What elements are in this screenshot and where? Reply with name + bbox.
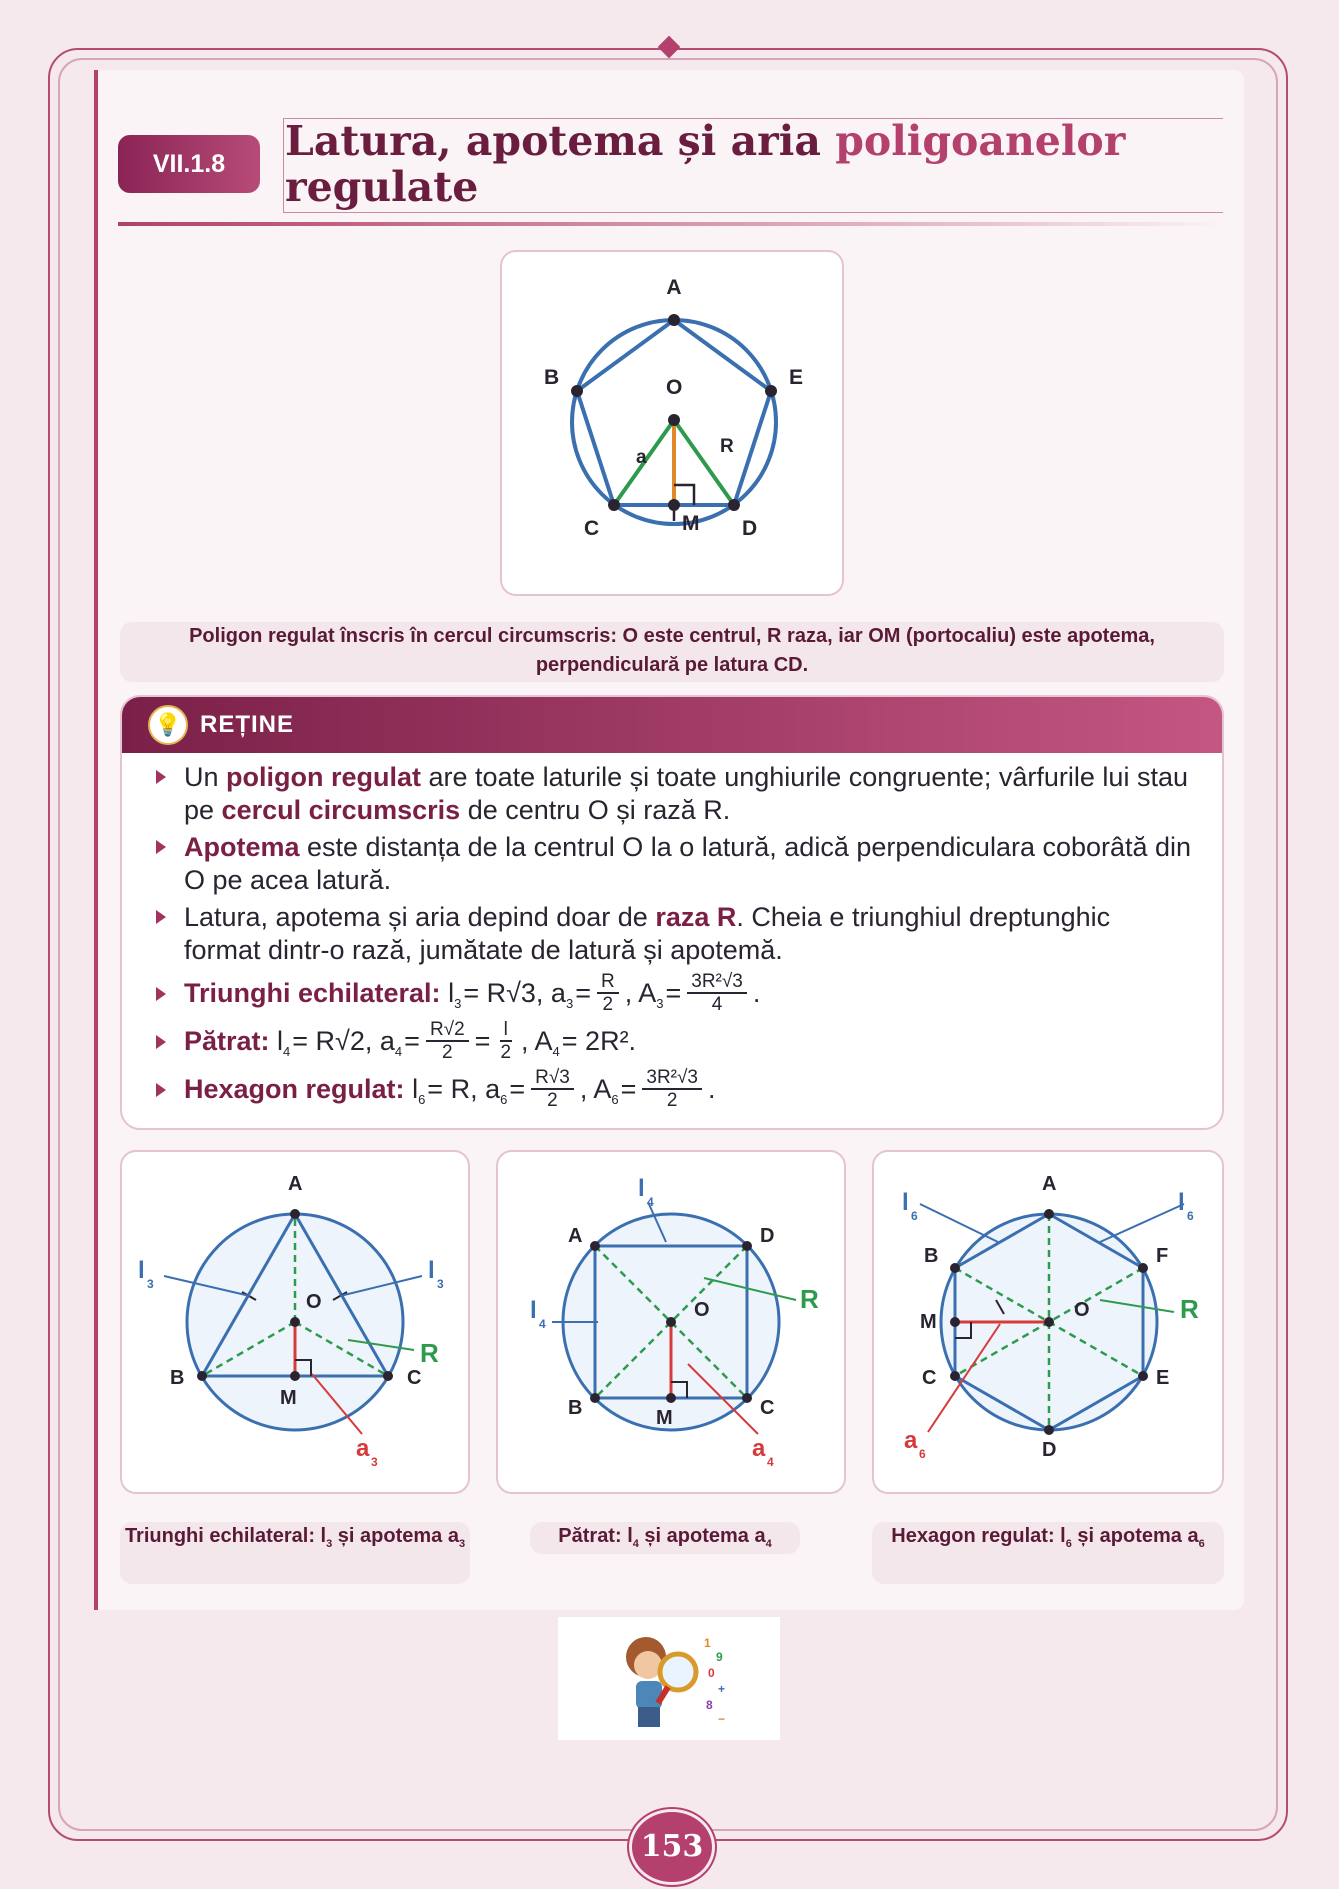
hex-label-C: C	[922, 1367, 937, 1389]
tri-label-l-right-sub: 3	[437, 1277, 444, 1291]
sq-label-a: a	[752, 1435, 766, 1462]
svg-text:9: 9	[716, 1650, 723, 1664]
hexagon-diagram	[874, 1152, 1222, 1492]
sq-label-D: D	[760, 1225, 775, 1247]
svg-text:−: −	[718, 1712, 726, 1726]
label-a: a	[636, 447, 647, 468]
sq-label-l-left-sub: 4	[539, 1317, 546, 1331]
svg-text:0: 0	[708, 1666, 715, 1680]
square-diagram	[498, 1152, 844, 1492]
triangle-figure-card	[120, 1150, 470, 1494]
pentagon-caption: Poligon regulat înscris în cercul circumscris: O este centrul, R raza, iar OM (portocaliu) este apotema, perpendiculară pe latura CD.	[120, 622, 1224, 682]
hex-label-A: A	[1042, 1173, 1057, 1195]
label-A: A	[666, 276, 682, 299]
hex-label-D: D	[1042, 1439, 1057, 1461]
svg-text:1: 1	[704, 1636, 711, 1650]
hex-label-R: R	[1180, 1294, 1199, 1324]
label-B: B	[544, 366, 560, 389]
tri-label-B: B	[170, 1367, 185, 1389]
tri-label-A: A	[288, 1173, 303, 1195]
hex-label-l-left-sub: 6	[911, 1209, 918, 1223]
tri-label-a-sub: 3	[371, 1455, 378, 1469]
hex-label-E: E	[1156, 1367, 1170, 1389]
sq-label-C: C	[760, 1397, 775, 1419]
hexagon-figure-card	[872, 1150, 1224, 1494]
tri-label-a: a	[356, 1435, 370, 1462]
hex-label-F: F	[1156, 1245, 1169, 1267]
retine-box	[120, 695, 1224, 1130]
title-underline	[118, 222, 1223, 226]
sq-label-O: O	[694, 1299, 710, 1321]
sq-label-B: B	[568, 1397, 583, 1419]
lightbulb-icon: 💡	[148, 705, 188, 745]
retine-list	[152, 761, 1192, 1115]
retine-item-hexagon: Hexagon regulat: l 6 = R, a 6 = $\frac{R√3}{2}$ , A 6 = $\frac{\text{3R²√3}}{2}$ .	[152, 1067, 1192, 1111]
sq-label-l-top: l	[638, 1175, 645, 1202]
tri-label-l-sub: 3	[147, 1277, 154, 1291]
tri-label-l: l	[138, 1257, 145, 1284]
retine-item-2: Apotema este distanța de la centrul O la o latură, adică perpendiculara coborâtă din O pe acea latură.	[152, 831, 1192, 897]
tri-label-R: R	[420, 1338, 439, 1368]
square-caption: Pătrat: $l_4$ și apotema $a_4$	[530, 1522, 800, 1554]
hex-label-a: a	[904, 1427, 918, 1454]
hexagon-caption: Hexagon regulat: $l_6$ și apotema $a_6$	[872, 1522, 1224, 1584]
sq-label-l-left: l	[530, 1297, 537, 1324]
sq-label-R: R	[800, 1284, 819, 1314]
retine-title: REȚINE	[200, 711, 295, 738]
label-R: R	[720, 436, 734, 457]
retine-item-triangle: Triunghi echilateral: l 3 = R√3 , a 3 = $\frac{R}{2}$ , A 3 = $\frac{\text{3R²√3}}{4}$ .	[152, 971, 1192, 1015]
square-figure-card	[496, 1150, 846, 1494]
girl-magnifier-illustration	[558, 1617, 780, 1740]
tri-label-M: M	[280, 1387, 297, 1409]
hex-label-O: O	[1074, 1299, 1090, 1321]
pentagon-figure-card	[500, 250, 844, 596]
sq-label-a-sub: 4	[767, 1455, 774, 1469]
panel-left-bar	[94, 70, 98, 1610]
triangle-diagram	[122, 1152, 468, 1492]
tri-label-O: O	[306, 1291, 322, 1313]
label-D: D	[742, 517, 758, 540]
svg-text:+: +	[718, 1682, 726, 1696]
label-M: M	[682, 512, 700, 535]
tri-label-l-right: l	[428, 1257, 435, 1284]
sq-label-l-top-sub: 4	[647, 1195, 654, 1209]
hex-label-l-left: l	[902, 1189, 909, 1216]
retine-item-3: Latura, apotema și aria depind doar de raza R. Cheia e triunghiul dreptunghic format dintr-o rază, jumătate de latură și apotemă.	[152, 901, 1192, 967]
sq-label-M: M	[656, 1407, 673, 1429]
triangle-caption: Triunghi echilateral: $l_3$ și apotema $a_3$	[120, 1522, 470, 1584]
tri-label-C: C	[407, 1367, 422, 1389]
retine-header	[122, 697, 1222, 753]
sq-label-A: A	[568, 1225, 583, 1247]
label-C: C	[584, 517, 600, 540]
label-O: O	[666, 376, 683, 399]
hex-label-l-right: l	[1178, 1189, 1185, 1216]
lesson-code-badge: VII.1.8	[118, 135, 260, 193]
hex-label-a-sub: 6	[919, 1447, 926, 1461]
pentagon-diagram	[502, 252, 842, 594]
label-E: E	[789, 366, 804, 389]
retine-item-1: Un poligon regulat are toate laturile și toate unghiurile congruente; vârfurile lui stau pe cercul circumscris de centru O și rază R.	[152, 761, 1192, 827]
page-title: Latura, apotema și aria poligoanelor regulate	[285, 117, 1126, 211]
retine-item-square: Pătrat: l 4 = R√2 , a 4 = $\frac{R√2}{2}$ = $\frac{l}{2}$ , A 4 = 2R².	[152, 1019, 1192, 1063]
hex-label-B: B	[924, 1245, 939, 1267]
page-number: 153	[629, 1809, 715, 1885]
hex-label-l-right-sub: 6	[1187, 1209, 1194, 1223]
hex-label-M: M	[920, 1311, 937, 1333]
svg-text:8: 8	[706, 1698, 713, 1712]
